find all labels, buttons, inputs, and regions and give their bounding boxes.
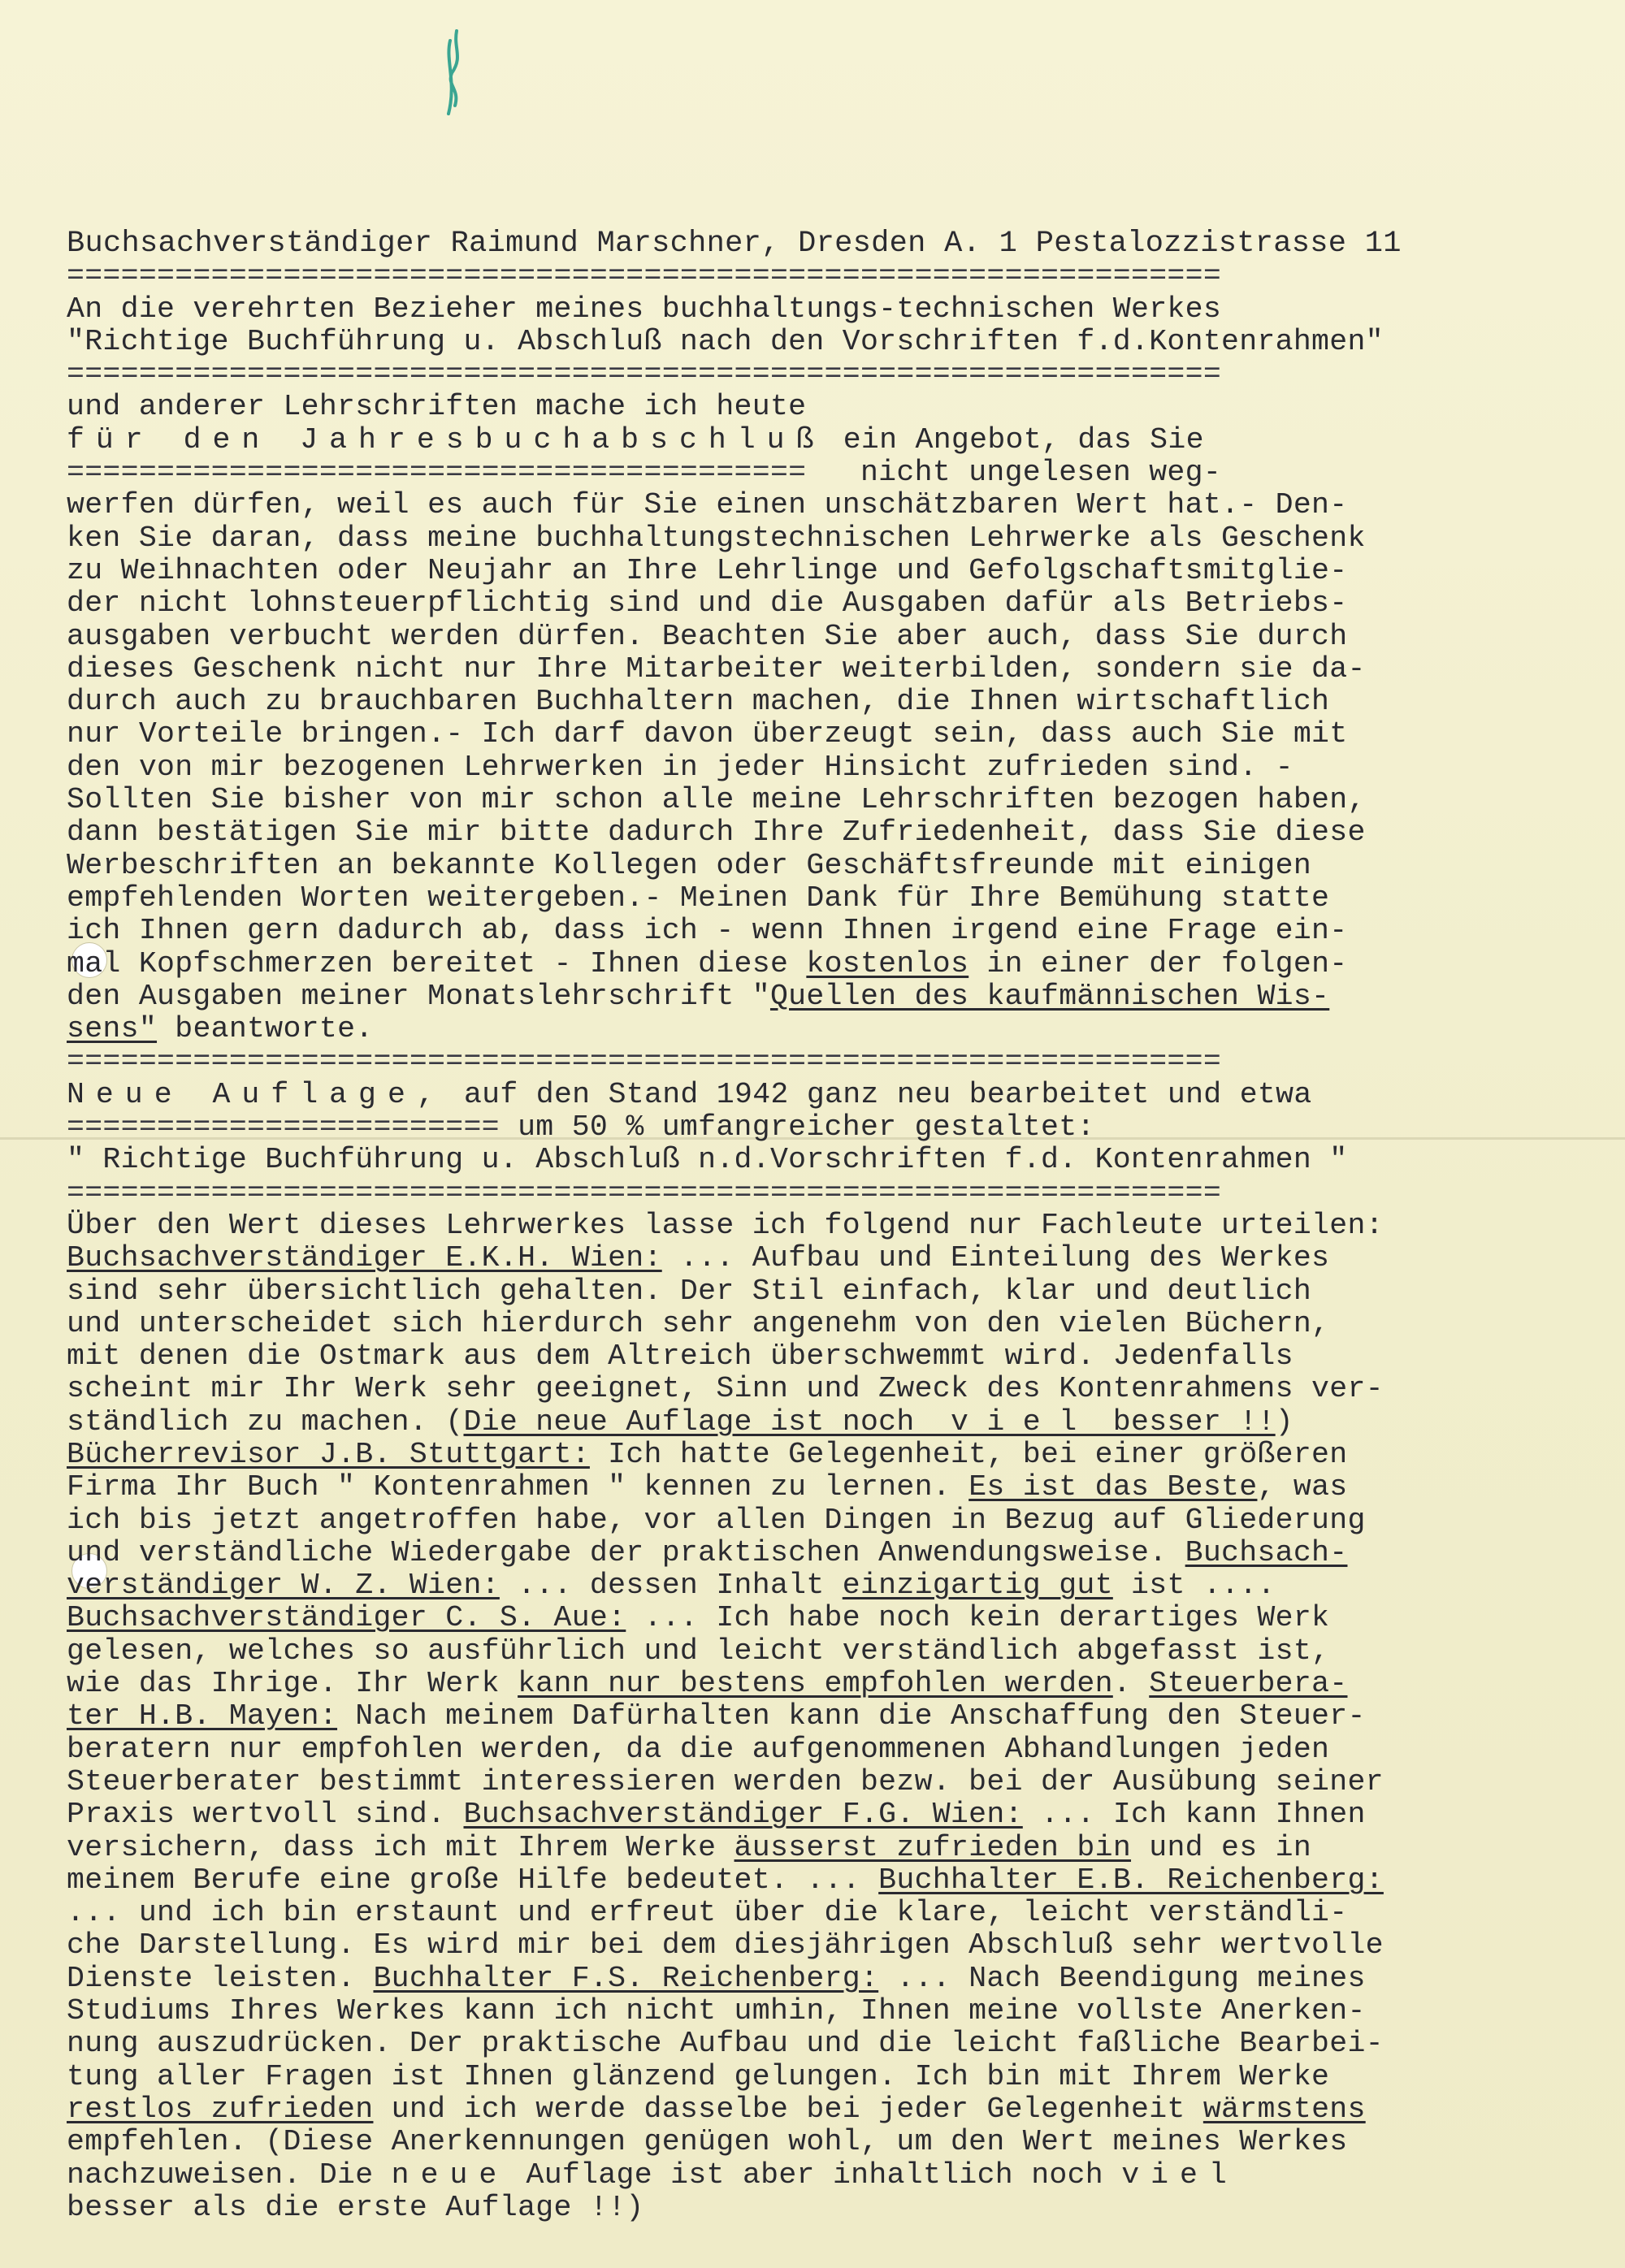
intro-line: den von mir bezogenen Lehrwerken in jeder Hinsicht zufrieden sind. -: [67, 751, 1294, 784]
sender-header: Buchsachverständiger Raimund Marschner, Dresden A. 1 Pestalozzistrasse 11: [67, 227, 1402, 261]
review-line: Steuerberater bestimmt interessieren werden bezw. bei der Ausübung seiner: [67, 1765, 1384, 1798]
intro-line: An die verehrten Bezieher meines buchhaltungs-technischen Werkes: [67, 292, 1222, 326]
review-line: verständiger W. Z. Wien: ... dessen Inhalt einzigartig gut ist ....: [67, 1569, 1276, 1603]
review-line: Buchsachverständiger C. S. Aue: ... Ich habe noch kein derartiges Werk: [67, 1602, 1330, 1635]
intro-line: nur Vorteile bringen.- Ich darf davon überzeugt sein, dass auch Sie mit: [67, 718, 1348, 751]
review-line: wie das Ihrige. Ihr Werk kann nur bestens empfohlen werden. Steuerbera-: [67, 1668, 1348, 1701]
double-rule: ================================================================: [67, 1045, 1222, 1079]
review-line: Bücherrevisor J.B. Stuttgart: Ich hatte Gelegenheit, bei einer größeren: [67, 1438, 1348, 1471]
intro-line: werfen dürfen, weil es auch für Sie einen unschätzbaren Wert hat.- Den-: [67, 489, 1348, 522]
double-rule: ================================================================: [67, 358, 1222, 392]
intro-line: Sollten Sie bisher von mir schon alle meine Lehrschriften bezogen haben,: [67, 784, 1366, 817]
review-line: gelesen, welches so ausführlich und leicht verständlich abgefasst ist,: [67, 1634, 1330, 1668]
intro-line: der nicht lohnsteuerpflichtig sind und die Ausgaben dafür als Betriebs-: [67, 587, 1348, 621]
intro-line: durch auch zu brauchbaren Buchhaltern machen, die Ihnen wirtschaftlich: [67, 686, 1330, 719]
review-line: Buchsachverständiger E.K.H. Wien: ... Aufbau und Einteilung des Werkes: [67, 1242, 1330, 1275]
review-line: che Darstellung. Es wird mir bei dem diesjährigen Abschluß sehr wertvolle: [67, 1929, 1384, 1963]
review-line: Über den Wert dieses Lehrwerkes lasse ich folgend nur Fachleute urteilen:: [67, 1209, 1384, 1242]
spaced-phrase: für den Jahresbuchabschluß: [67, 423, 826, 457]
spaced-phrase: Neue Auflage,: [67, 1078, 446, 1111]
intro-line: sens" beantworte.: [67, 1013, 374, 1046]
double-rule: ========================: [67, 1111, 500, 1145]
review-line: beratern nur empfohlen werden, da die aufgenommenen Abhandlungen jeden: [67, 1733, 1330, 1766]
review-line: ... und ich bin erstaunt und erfreut über die klare, leicht verständli-: [67, 1897, 1348, 1930]
green-pen-mark-icon: [439, 24, 471, 122]
new-edition-line: Neue Auflage, auf den Stand 1942 ganz neu bearbeitet und etwa: [67, 1078, 1312, 1111]
review-line: und unterscheidet sich hierdurch sehr angenehm von den vielen Büchern,: [67, 1307, 1330, 1340]
review-line: mit denen die Ostmark aus dem Altreich überschwemmt wird. Jedenfalls: [67, 1340, 1294, 1374]
intro-line: und anderer Lehrschriften mache ich heute: [67, 391, 807, 424]
intro-line: ausgaben verbucht werden dürfen. Beachten Sie aber auch, dass Sie durch: [67, 620, 1348, 653]
letter-body: [67, 227, 1562, 2224]
intro-line: Werbeschriften an bekannte Kollegen oder Geschäftsfreunde mit einigen: [67, 849, 1312, 882]
review-line: Firma Ihr Buch " Kontenrahmen " kennen zu lernen. Es ist das Beste, was: [67, 1471, 1348, 1504]
double-rule: ================================================================: [67, 260, 1222, 293]
intro-line: für den Jahresbuchabschluß ein Angebot, das Sie: [67, 423, 1204, 457]
new-edition-line: ======================== um 50 % umfangreicher gestaltet:: [67, 1111, 1095, 1145]
double-rule: =========================================: [67, 457, 860, 490]
new-edition-title: " Richtige Buchführung u. Abschluß n.d.Vorschriften f.d. Kontenrahmen ": [67, 1144, 1348, 1177]
review-line: Praxis wertvoll sind. Buchsachverständiger F.G. Wien: ... Ich kann Ihnen: [67, 1798, 1366, 1832]
intro-line: ken Sie daran, dass meine buchhaltungstechnischen Lehrwerke als Geschenk: [67, 522, 1366, 555]
intro-line: ========================================= nicht ungelesen weg-: [67, 457, 1222, 490]
review-line: besser als die erste Auflage !!): [67, 2191, 644, 2224]
review-line: tung aller Fragen ist Ihnen glänzend gelungen. Ich bin mit Ihrem Werke: [67, 2060, 1330, 2093]
intro-line: mal Kopfschmerzen bereitet - Ihnen diese kostenlos in einer der folgen-: [67, 947, 1348, 980]
review-line: empfehlen. (Diese Anerkennungen genügen wohl, um den Wert meines Werkes: [67, 2126, 1348, 2159]
double-rule: ================================================================: [67, 1176, 1222, 1210]
review-line: meinem Berufe eine große Hilfe bedeutet. ... Buchhalter E.B. Reichenberg:: [67, 1863, 1384, 1897]
review-line: nachzuweisen. Die neue Auflage ist aber inhaltlich noch viel: [67, 2158, 1238, 2192]
review-line: Studiums Ihres Werkes kann ich nicht umhin, Ihnen meine vollste Anerken-: [67, 1995, 1366, 2028]
review-line: sind sehr übersichtlich gehalten. Der Stil einfach, klar und deutlich: [67, 1275, 1312, 1308]
intro-line: den Ausgaben meiner Monatslehrschrift "Quellen des kaufmännischen Wis-: [67, 980, 1330, 1013]
review-line: ter H.B. Mayen: Nach meinem Dafürhalten kann die Anschaffung den Steuer-: [67, 1700, 1366, 1733]
review-line: ich bis jetzt angetroffen habe, vor allen Dingen in Bezug auf Gliederung: [67, 1504, 1366, 1537]
intro-line: ich Ihnen gern dadurch ab, dass ich - wenn Ihnen irgend eine Frage ein-: [67, 915, 1348, 948]
intro-line: dieses Geschenk nicht nur Ihre Mitarbeiter weiterbilden, sondern sie da-: [67, 652, 1366, 686]
review-line: scheint mir Ihr Werk sehr geeignet, Sinn und Zweck des Kontenrahmens ver-: [67, 1373, 1384, 1406]
intro-title-line: "Richtige Buchführung u. Abschluß nach den Vorschriften f.d.Kontenrahmen": [67, 325, 1384, 358]
review-line: nung auszudrücken. Der praktische Aufbau und die leicht faßliche Bearbei-: [67, 2028, 1384, 2061]
review-line: versichern, dass ich mit Ihrem Werke äusserst zufrieden bin und es in: [67, 1831, 1312, 1864]
review-line: Dienste leisten. Buchhalter F.S. Reichenberg: ... Nach Beendigung meines: [67, 1962, 1366, 1995]
intro-line: zu Weihnachten oder Neujahr an Ihre Lehrlinge und Gefolgschaftsmitglie-: [67, 554, 1348, 587]
review-line: und verständliche Wiedergabe der praktischen Anwendungsweise. Buchsach-: [67, 1536, 1348, 1569]
review-line: restlos zufrieden und ich werde dasselbe bei jeder Gelegenheit wärmstens: [67, 2093, 1366, 2126]
review-line: ständlich zu machen. (Die neue Auflage ist noch v i e l besser !!): [67, 1405, 1294, 1439]
intro-line: empfehlenden Worten weitergeben.- Meinen Dank für Ihre Bemühung statte: [67, 881, 1330, 915]
intro-line: dann bestätigen Sie mir bitte dadurch Ihre Zufriedenheit, dass Sie diese: [67, 816, 1366, 850]
